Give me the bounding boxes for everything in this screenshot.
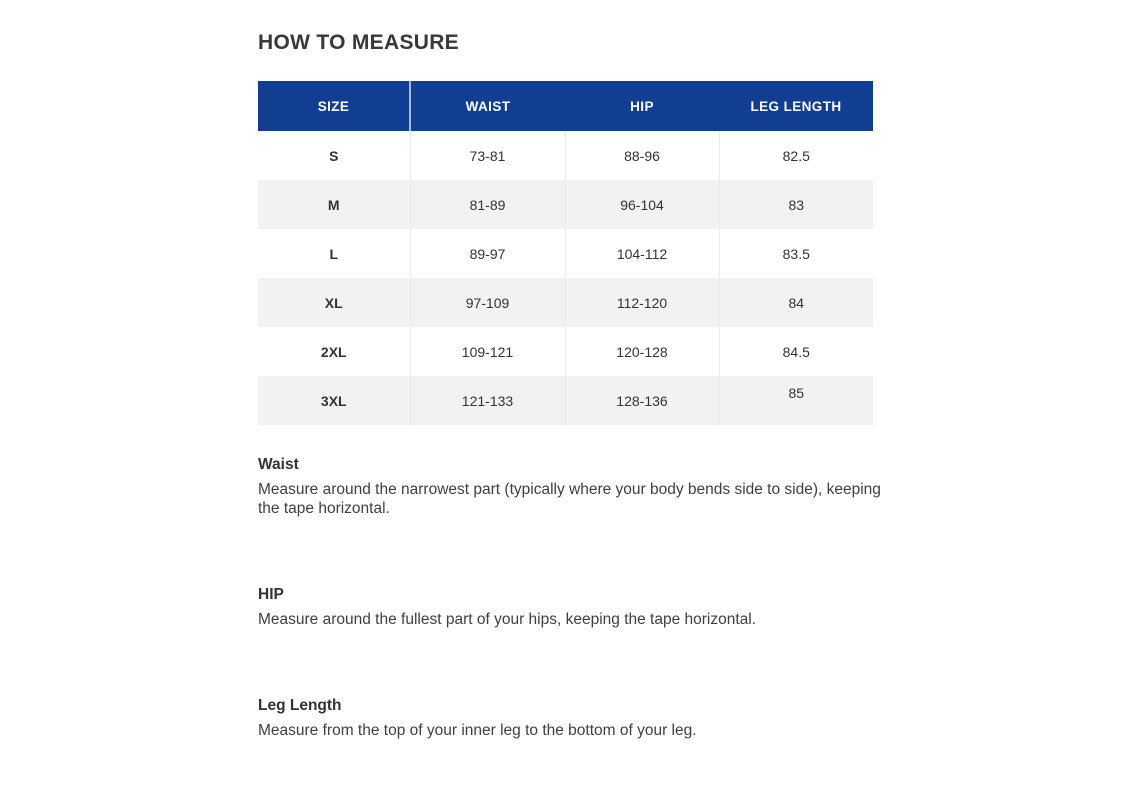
column-header-waist: WAIST <box>410 81 565 131</box>
hip-section-text: Measure around the fullest part of your hips, keeping the tape horizontal. <box>258 611 757 628</box>
size-table <box>258 81 873 425</box>
value-cell: 89-97 <box>410 229 565 278</box>
table-row <box>258 376 873 425</box>
value-cell: 120-128 <box>565 327 719 376</box>
size-cell: M <box>258 180 410 229</box>
value-cell: 128-136 <box>565 376 719 425</box>
size-table-header <box>258 81 873 131</box>
table-row <box>258 131 873 180</box>
waist-section-text: Measure around the narrowest part (typically where your body bends side to side), keeping the tape horizontal. <box>258 481 881 517</box>
column-header-hip: HIP <box>565 81 719 131</box>
column-header-size: SIZE <box>258 81 410 131</box>
header-row <box>258 81 873 131</box>
value-cell: 81-89 <box>410 180 565 229</box>
hip-section <box>258 585 893 629</box>
size-cell: 3XL <box>258 376 410 425</box>
leg-length-section-text: Measure from the top of your inner leg to the bottom of your leg. <box>258 722 697 739</box>
value-cell: 121-133 <box>410 376 565 425</box>
value-cell: 112-120 <box>565 278 719 327</box>
value-cell: 82.5 <box>719 131 873 180</box>
value-cell: 83 <box>719 180 873 229</box>
value-cell: 84.5 <box>719 327 873 376</box>
waist-section <box>258 455 893 518</box>
value-cell: 83.5 <box>719 229 873 278</box>
table-row <box>258 229 873 278</box>
value-cell: 85 <box>719 376 873 425</box>
size-cell: XL <box>258 278 410 327</box>
value-cell: 104-112 <box>565 229 719 278</box>
table-row <box>258 327 873 376</box>
value-cell: 97-109 <box>410 278 565 327</box>
value-cell: 109-121 <box>410 327 565 376</box>
table-row <box>258 278 873 327</box>
size-cell: S <box>258 131 410 180</box>
size-cell: 2XL <box>258 327 410 376</box>
value-cell: 88-96 <box>565 131 719 180</box>
value-cell: 96-104 <box>565 180 719 229</box>
waist-section-heading: Waist <box>258 456 299 473</box>
column-header-leg-length: LEG LENGTH <box>719 81 873 131</box>
size-cell: L <box>258 229 410 278</box>
value-cell: 84 <box>719 278 873 327</box>
leg-length-section <box>258 696 893 740</box>
measurement-instructions <box>258 455 893 740</box>
page-title: HOW TO MEASURE <box>258 31 459 54</box>
hip-section-heading: HIP <box>258 586 284 603</box>
table-row <box>258 180 873 229</box>
value-cell: 73-81 <box>410 131 565 180</box>
leg-length-section-heading: Leg Length <box>258 697 342 714</box>
size-table-body <box>258 131 873 425</box>
